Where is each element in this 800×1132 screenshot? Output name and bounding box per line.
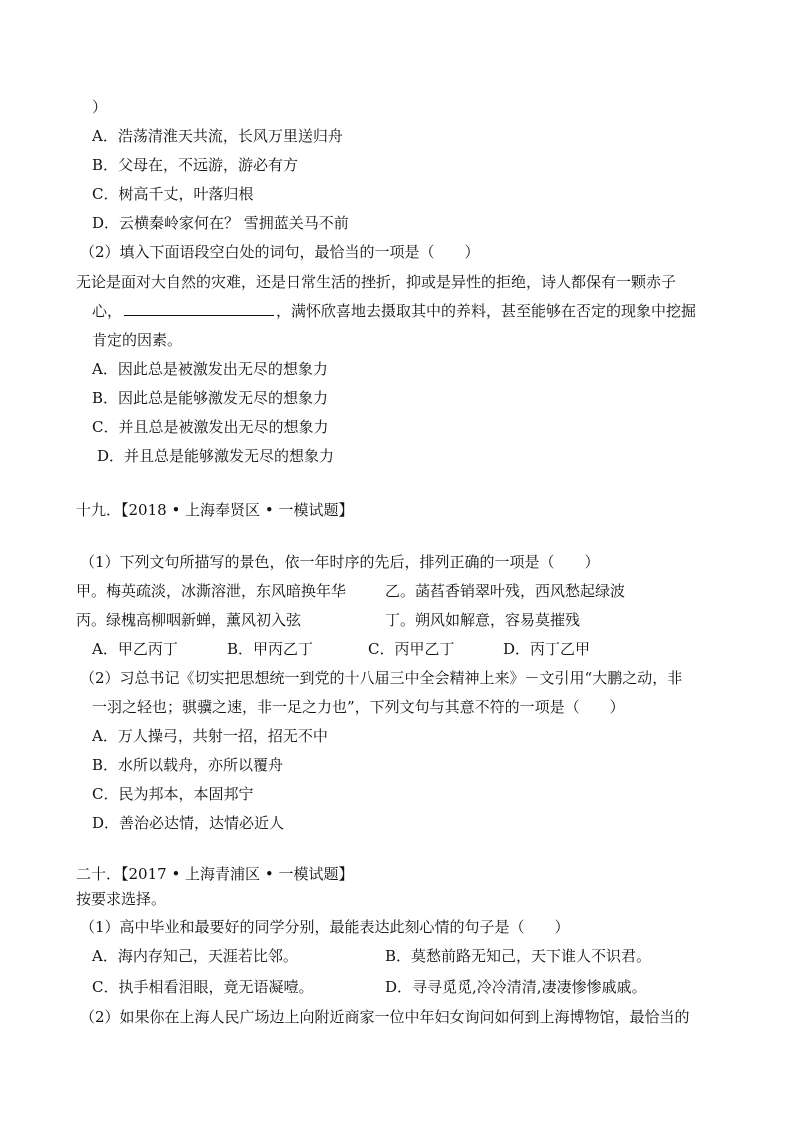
s19-question-1: （1）下列文句所描写的景色，依一年时序的先后，排列正确的一项是（ ） — [80, 553, 600, 571]
s19-q1-option-c: C．丙甲乙丁 — [368, 640, 455, 658]
s20-option-c: C．执手相看泪眼，竟无语凝噎。 — [92, 978, 314, 996]
s19-q2-option-d: D．善治必达情，达情必近人 — [92, 814, 285, 832]
s19-question-2-line-2: 一羽之轻也；骐骥之速，非一足之力也”，下列文句与其意不符的一项是（ ） — [92, 698, 625, 716]
option-c: C．树高千丈，叶落归根 — [92, 185, 254, 203]
option-a: A．浩荡清淮天共流，长风万里送归舟 — [92, 127, 343, 145]
s19-q2-option-b: B．水所以载舟，亦所以覆舟 — [92, 756, 284, 774]
s20-question-1: （1）高中毕业和最要好的同学分别，最能表达此刻心情的句子是（ ） — [80, 918, 570, 936]
option-b: B．父母在，不远游，游必有方 — [92, 156, 299, 174]
s19-q2-option-a: A．万人操弓，共射一招，招无不中 — [92, 727, 328, 745]
s19-item-ding: 丁。朔风如解意，容易莫摧残 — [385, 611, 581, 629]
q2-option-a: A．因此总是被激发出无尽的想象力 — [92, 360, 328, 378]
s20-option-a: A．海内存知己，天涯若比邻。 — [92, 947, 298, 965]
section-19-heading: 十九．【2018 • 上海奉贤区 • 一模试题】 — [76, 501, 354, 519]
s19-q1-option-a: A．甲乙丙丁 — [92, 640, 178, 658]
option-d: D．云横秦岭家何在？ 雪拥蓝关马不前 — [92, 214, 349, 232]
q2-option-b: B．因此总是能够激发无尽的想象力 — [92, 389, 329, 407]
passage-line-3: 肯定的因素。 — [92, 331, 183, 349]
section-20-heading: 二十．【2017 • 上海青浦区 • 一模试题】 — [76, 865, 354, 883]
s19-q2-option-c: C．民为邦本，本固邦宁 — [92, 785, 254, 803]
closing-paren: ） — [92, 98, 108, 116]
s19-item-yi: 乙。菡萏香销翠叶残，西风愁起绿波 — [385, 582, 626, 600]
q2-option-d: D．并且总是能够激发无尽的想象力 — [97, 447, 335, 465]
passage-line-2 — [92, 301, 696, 321]
s19-question-2-line-1: （2）习总书记《切实把思想统一到党的十八届三中全会精神上来》－文引用“大鹏之动，非 — [80, 669, 683, 687]
s20-option-b: B．莫愁前路无知己，天下谁人不识君。 — [385, 947, 652, 965]
q2-option-c: C．并且总是被激发出无尽的想象力 — [92, 418, 329, 436]
passage-line-2-end: ，满怀欣喜地去摄取其中的养料，甚至能够在否定的现象中挖掘 — [276, 302, 697, 320]
question-2: （2）填入下面语段空白处的词句，最恰当的一项是（ ） — [80, 243, 480, 261]
s19-q1-option-d: D．丙丁乙甲 — [503, 640, 591, 658]
s19-item-jia: 甲。梅英疏淡，冰澌溶泄，东风暗换年华 — [76, 582, 347, 600]
fill-blank — [124, 301, 274, 316]
passage-line-1: 无论是面对大自然的灾难，还是日常生活的挫折，抑或是异性的拒绝，诗人都保有一颗赤子 — [76, 273, 677, 291]
s20-intro: 按要求选择。 — [76, 890, 167, 908]
passage-line-2-start: 心， — [92, 302, 123, 320]
s20-question-2: （2）如果你在上海人民广场边上向附近商家一位中年妇女询问如何到上海博物馆，最恰当的 — [80, 1008, 690, 1026]
s19-q1-option-b: B．甲丙乙丁 — [227, 640, 314, 658]
s20-option-d: D．寻寻觅觅,冷冷清清,凄凄惨惨戚戚。 — [385, 978, 647, 996]
s19-item-bing: 丙。绿槐高柳咽新蝉，薰风初入弦 — [76, 611, 302, 629]
